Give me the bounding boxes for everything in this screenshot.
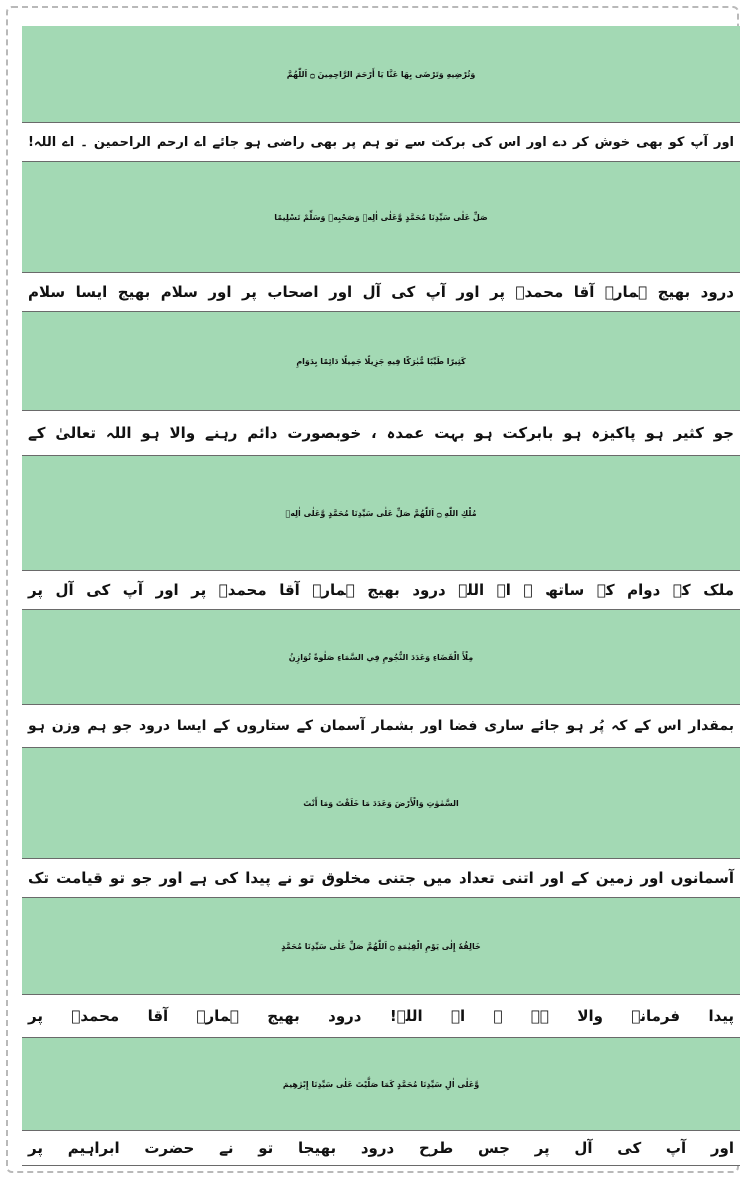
urdu-line-3-text: جو کثیر ہو پاکیزہ ہو بابرکت ہو بہت عمدہ ، خوبصورت دائم رہنے والا ہو اللہ تعالیٰ کے	[28, 424, 734, 442]
urdu-line-5-text: بمقدار اس کے کہ پُر ہو جائے ساری فضا اور بشمار آسمان کے ستاروں کے ایسا درود جو ہم وزن ہو	[28, 718, 734, 734]
arabic-line-5: مِلْأَ الْفَضَاءِ وَعَدَدَ النُّجُومِ فِي السَّمَاءِ صَلٰوةً تُوَازِنُ	[22, 610, 740, 704]
urdu-line-4	[22, 570, 740, 610]
urdu-line-3	[22, 410, 740, 456]
urdu-line-2	[22, 272, 740, 312]
urdu-line-2-text: درود بھیج ہمارے آقا محمدؐ پر اور آپ کی آل اور اصحاب پر اور سلام بھیج ایسا سلام	[28, 283, 734, 301]
arabic-line-1: وَتُرْضِيهِ وَتَرْضَى بِهَا عَنَّا يَا أَرْحَمَ الرَّاحِمِينَ ۝ اَللّٰهُمَّ	[22, 26, 740, 122]
urdu-line-1-text: اور آپ کو بھی خوش کر دے اور اس کی برکت سے تو ہم پر بھی راضی ہو جائے اے ارحم الراحمین ۔ اے اللہ!	[28, 134, 734, 150]
arabic-line-8: وَّعَلٰى اٰلِ سَيِّدِنَا مُحَمَّدٍ كَمَا صَلَّيْتَ عَلٰى سَيِّدِنَا إِبْرٰهِيمَ	[22, 1038, 740, 1130]
arabic-line-6: السَّمٰوٰتِ وَالْأَرْضَ وَعَدَدَ مَا خَلَقْتَ وَمَا أَنْتَ	[22, 748, 740, 858]
text-panel	[22, 26, 740, 1166]
arabic-line-3: كَثِيرًا طَيِّبًا مُّبٰرَكًا فِيهِ جَزِيلًا جَمِيلًا دَائِمًا بِدَوَامِ	[22, 312, 740, 410]
urdu-line-5	[22, 704, 740, 748]
arabic-line-7: خَالِقُهٗ إِلٰى يَوْمِ الْقِيٰمَةِ ۝ اَللّٰهُمَّ صَلِّ عَلٰى سَيِّدِنَا مُحَمَّدٍ	[22, 898, 740, 994]
urdu-line-7	[22, 994, 740, 1038]
arabic-line-2: صَلِّ عَلٰى سَيِّدِنَا مُحَمَّدٍ وَّعَلٰى اٰلِهٖ وَصَحْبِهٖ وَسَلِّمْ تَسْلِيمًا	[22, 162, 740, 272]
urdu-line-6-text: آسمانوں اور زمین کے اور اتنی تعداد میں جتنی مخلوق تو نے پیدا کی ہے اور جو تو قیامت تک	[28, 869, 734, 887]
urdu-line-6	[22, 858, 740, 898]
page-frame	[6, 6, 739, 1173]
urdu-line-7-text: پیدا فرمانے والا ہے ۔ اے اللہ! درود بھیج ہمارے آقا محمدؐ پر	[28, 1007, 734, 1025]
urdu-line-8-text: اور آپ کی آل پر جس طرح درود بھیجا تو نے حضرت ابراہیم پر	[28, 1139, 734, 1157]
arabic-line-4: مُلْكِ اللّٰهِ ۝ اَللّٰهُمَّ صَلِّ عَلٰى سَيِّدِنَا مُحَمَّدٍ وَّعَلٰى اٰلِهٖ	[22, 456, 740, 570]
urdu-line-8	[22, 1130, 740, 1166]
urdu-line-4-text: ملک کے دوام کے ساتھ ۔ اے اللہ درود بھیج ہمارے آقا محمدؐ پر اور آپ کی آل پر	[28, 581, 734, 599]
urdu-line-1	[22, 122, 740, 162]
